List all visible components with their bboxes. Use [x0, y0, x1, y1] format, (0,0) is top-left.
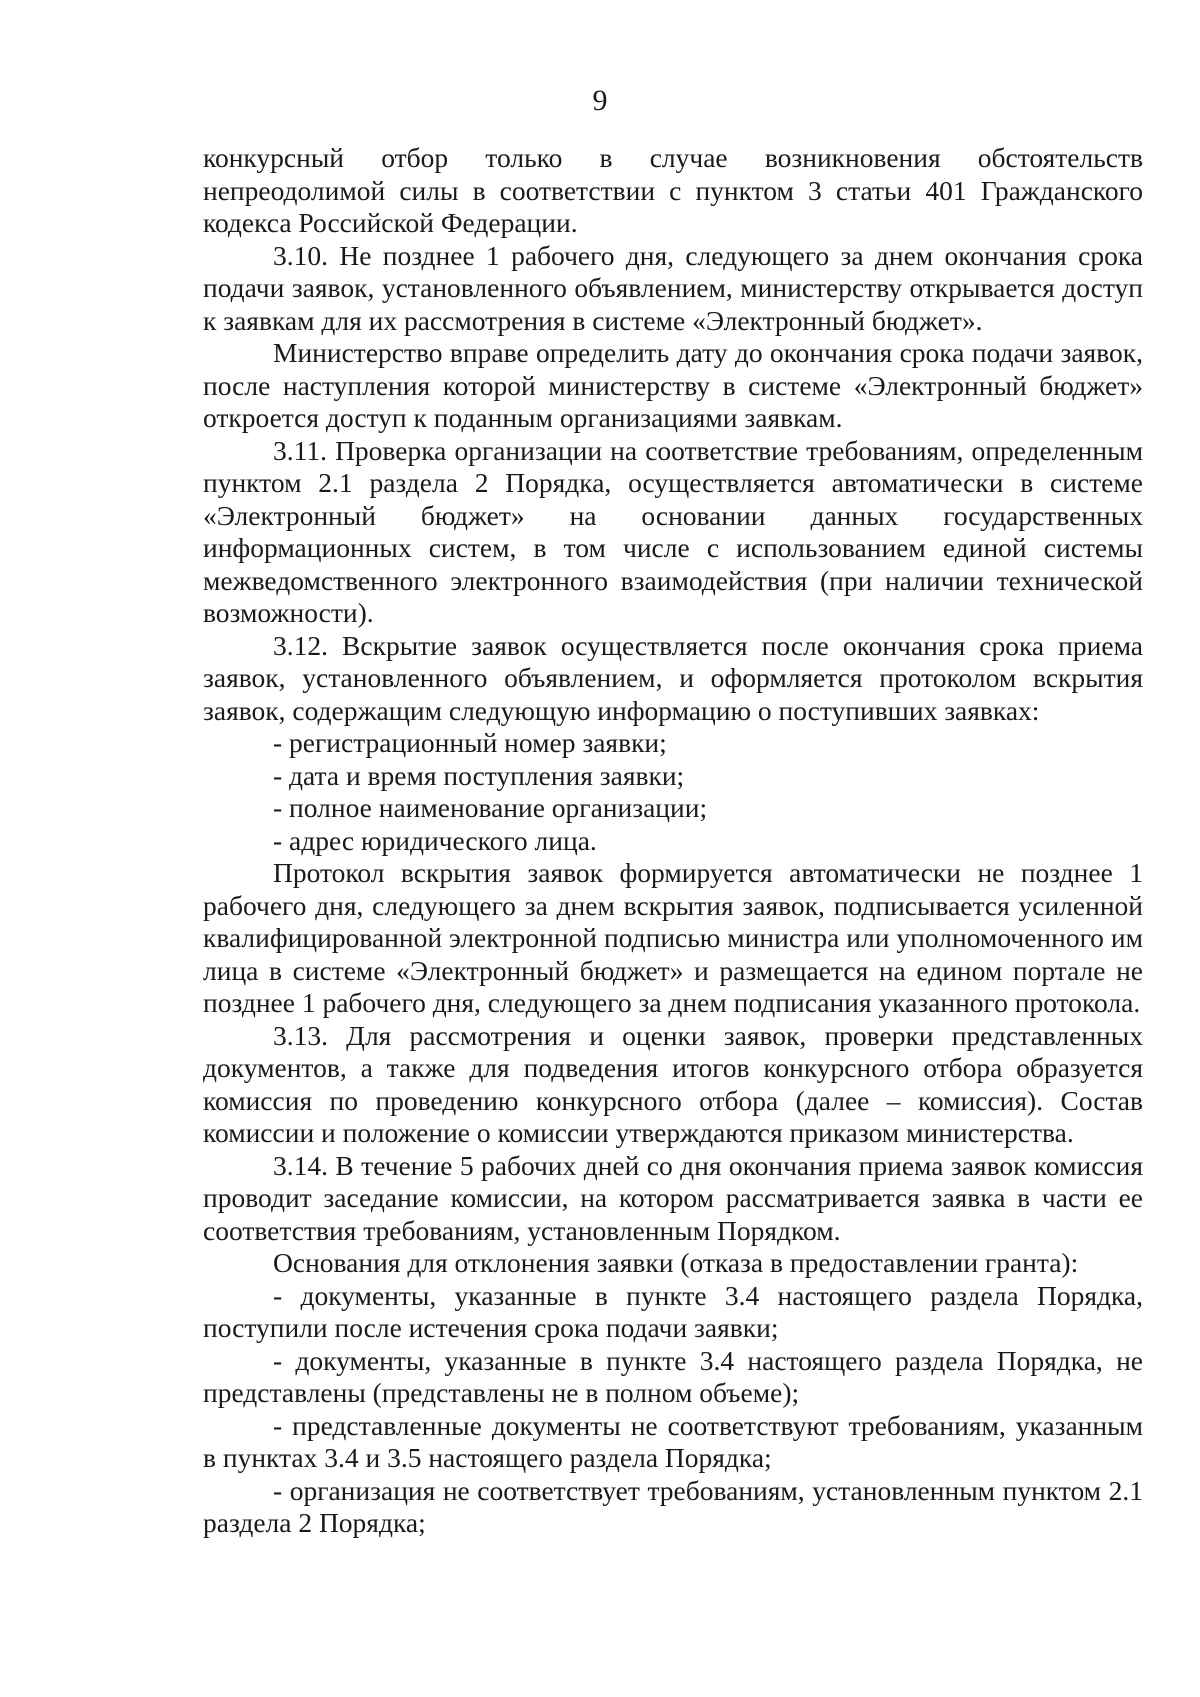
- paragraph: 3.10. Не позднее 1 рабочего дня, следующего за днем окончания срока подачи заявок, установленного объявлением, министерству открывается доступ к заявкам для их рассмотрения в системе «Электронный бюджет».: [203, 239, 1143, 336]
- paragraph: 3.14. В течение 5 рабочих дней со дня окончания приема заявок комиссия проводит заседание комиссии, на котором рассматривается заявка в части ее соответствия требованиям, установленным Порядком.: [203, 1149, 1143, 1246]
- paragraph: - документы, указанные в пункте 3.4 настоящего раздела Порядка, не представлены (представлены не в полном объеме);: [203, 1344, 1143, 1408]
- paragraph: 3.11. Проверка организации на соответствие требованиям, определенным пунктом 2.1 раздела 2 Порядка, осуществляется автоматически в системе «Электронный бюджет» на основании данных государственных информационных систем, в том числе с использованием единой системы межведомственного электронного взаимодействия (при наличии технической возможности).: [203, 434, 1143, 628]
- paragraph: - полное наименование организации;: [273, 792, 708, 823]
- paragraph: - документы, указанные в пункте 3.4 настоящего раздела Порядка, поступили после истечения срока подачи заявки;: [203, 1279, 1143, 1343]
- document-body: [203, 142, 1143, 1540]
- paragraph: - регистрационный номер заявки;: [273, 727, 667, 758]
- paragraph: 3.12. Вскрытие заявок осуществляется после окончания срока приема заявок, установленного объявлением, и оформляется протоколом вскрытия заявок, содержащим следующую информацию о поступивших заявках:: [203, 629, 1143, 726]
- paragraph: 3.13. Для рассмотрения и оценки заявок, проверки представленных документов, а также для подведения итогов конкурсного отбора образуется комиссия по проведению конкурсного отбора (далее – комиссия). Состав комиссии и положение о комиссии утверждаются приказом министерства.: [203, 1019, 1143, 1148]
- paragraph: Протокол вскрытия заявок формируется автоматически не позднее 1 рабочего дня, следующего за днем вскрытия заявок, подписывается усиленной квалифицированной электронной подписью министра или уполномоченного им лица в системе «Электронный бюджет» и размещается на едином портале не позднее 1 рабочего дня, следующего за днем подписания указанного протокола.: [203, 857, 1143, 1018]
- paragraph: Основания для отклонения заявки (отказа в предоставлении гранта):: [273, 1247, 1079, 1278]
- paragraph: Министерство вправе определить дату до окончания срока подачи заявок, после наступления которой министерству в системе «Электронный бюджет» откроется доступ к поданным организациями заявкам.: [203, 337, 1143, 433]
- paragraph: - адрес юридического лица.: [273, 824, 597, 856]
- paragraph: - организация не соответствует требованиям, установленным пунктом 2.1 раздела 2 Порядка;: [203, 1474, 1143, 1538]
- paragraph: - представленные документы не соответствуют требованиям, указанным в пунктах 3.4 и 3.5 настоящего раздела Порядка;: [203, 1409, 1143, 1473]
- page-number: 9: [592, 84, 608, 117]
- paragraph: - дата и время поступления заявки;: [273, 759, 685, 791]
- paragraph: конкурсный отбор только в случае возникновения обстоятельств непреодолимой силы в соответствии с пунктом 3 статьи 401 Гражданского кодекса Российской Федерации.: [203, 142, 1143, 238]
